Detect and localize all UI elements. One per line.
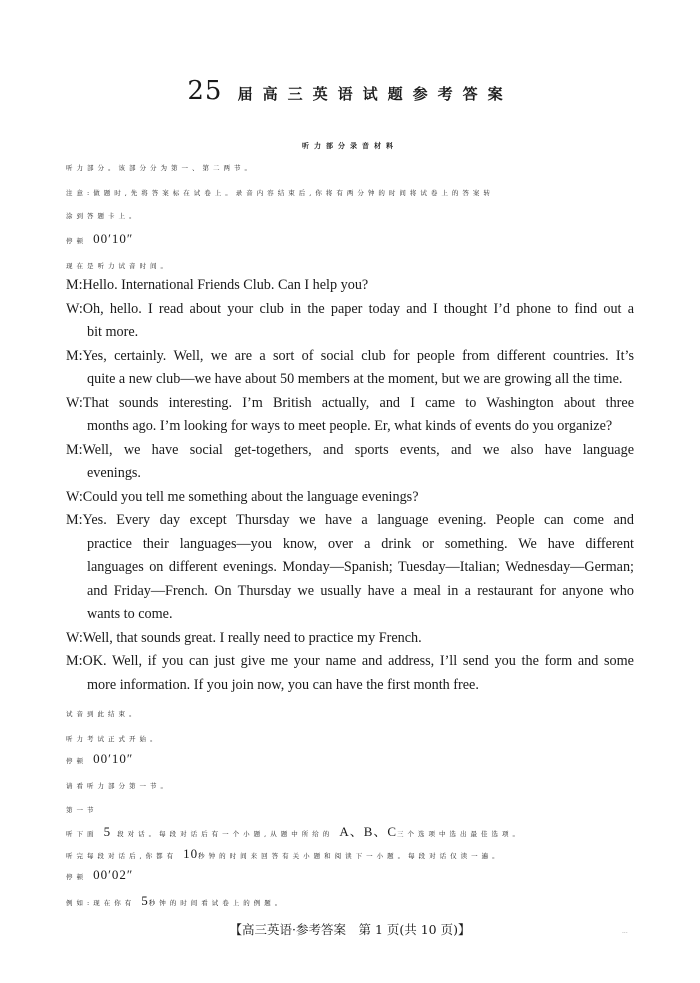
dialogue-line: W:Could you tell me something about the language evenings? [66, 488, 419, 505]
intro-line-2: 注意:做题时,先将答案标在试卷上。录音内容结束后,你将有两分钟的时间将试卷上的答案转 [66, 189, 494, 197]
seconds-count: 10 [183, 846, 199, 861]
pause-time: 00′10″ [93, 751, 134, 766]
dialogue-line: M:Yes. Every day except Thursday we have a language evening. People can come and [66, 512, 634, 528]
seconds-count: 5 [141, 893, 149, 908]
dialogue-line: W:That sounds interesting. I’m British actually, and I came to Washington about three [66, 394, 634, 411]
text-segment: 例如:现在你有 [66, 899, 136, 907]
outro-line-5: 第一节 [66, 806, 98, 814]
intro-line-3: 涂到答题卡上。 [66, 212, 140, 220]
pause-line-3 [66, 867, 133, 883]
intro-line-5: 现在是听力试音时间。 [66, 262, 171, 270]
pause-time: 00′10″ [93, 231, 134, 246]
dialogue-line: W:Oh, hello. I read about your club in the paper today and I thought I’d phone to find out a [66, 300, 634, 317]
dialogue-line: W:Well, that sounds great. I really need to practice my French. [66, 629, 422, 646]
page-title [0, 76, 700, 106]
outro-line-4: 请看听力部分第一节。 [66, 782, 171, 790]
dialogue-line: months ago. I’m looking for ways to meet people. Er, what kinds of events do you organize? [87, 418, 613, 434]
dialogue-line: bit more. [87, 324, 139, 340]
dialogue-count: 5 [103, 824, 112, 839]
option-letters: A、B、C [339, 824, 398, 839]
pause-label: 停顿 [66, 757, 87, 765]
outro-line-1: 试音到此结束。 [66, 710, 140, 718]
dialogue-transcript [66, 274, 634, 697]
footer-dots: ... [622, 928, 628, 935]
text-segment: 秒钟的时间来回答有关小题和阅读下一小题。每段对话仅读一遍。 [198, 852, 503, 860]
pause-line-1 [66, 231, 133, 247]
text-segment: 听下面 [66, 830, 98, 838]
intro-line-1: 听力部分。该部分分为第一、第二两节。 [66, 164, 255, 172]
outro-line-9 [66, 893, 285, 909]
outro-line-2: 听力考试正式开始。 [66, 735, 161, 743]
dialogue-line: quite a new club—we have about 50 members at the moment, but we are growing all the time. [87, 371, 623, 387]
pause-label: 停顿 [66, 237, 87, 245]
text-segment: 秒钟的时间看试卷上的例题。 [148, 899, 286, 907]
title-text: 届高三英语试题参考答案 [237, 85, 513, 103]
section-subtitle: 听力部分录音材料 [302, 141, 398, 150]
dialogue-line: M:Well, we have social get-togethers, and sports events, and we also have language [66, 441, 634, 458]
pause-label: 停顿 [66, 873, 87, 881]
text-segment: 三个选项中选出最佳选项。 [397, 830, 524, 838]
dialogue-line: languages on different evenings. Monday—Spanish; Tuesday—Italian; Wednesday—German; [87, 559, 634, 575]
pause-time: 00′02″ [93, 867, 134, 882]
dialogue-line: wants to come. [87, 606, 173, 622]
dialogue-line: M:OK. Well, if you can just give me your name and address, I’ll send you the form and some [66, 653, 634, 669]
pause-line-2 [66, 751, 133, 767]
page-footer: 【高三英语·参考答案 第 1 页(共 10 页)】 [229, 922, 471, 937]
dialogue-line: M:Yes, certainly. Well, we are a sort of social club for people from different countries. It’s [66, 347, 634, 364]
dialogue-line: practice their languages—you know, over a drink or something. We have different [87, 535, 634, 552]
dialogue-line: more information. If you join now, you can have the first month free. [87, 676, 479, 693]
text-segment: 段对话。每段对话后有一个小题,从题中所给的 [117, 830, 334, 838]
dialogue-line: and Friday—French. On Thursday we usually have a meal in a restaurant for anyone who [87, 582, 634, 599]
outro-line-6 [66, 821, 523, 840]
dialogue-line: M:Hello. International Friends Club. Can I help you? [66, 277, 369, 293]
outro-line-7 [66, 846, 503, 862]
dialogue-line: evenings. [87, 465, 141, 481]
text-segment: 听完每段对话后,你都有 [66, 852, 178, 860]
title-number: 25 [187, 76, 223, 106]
